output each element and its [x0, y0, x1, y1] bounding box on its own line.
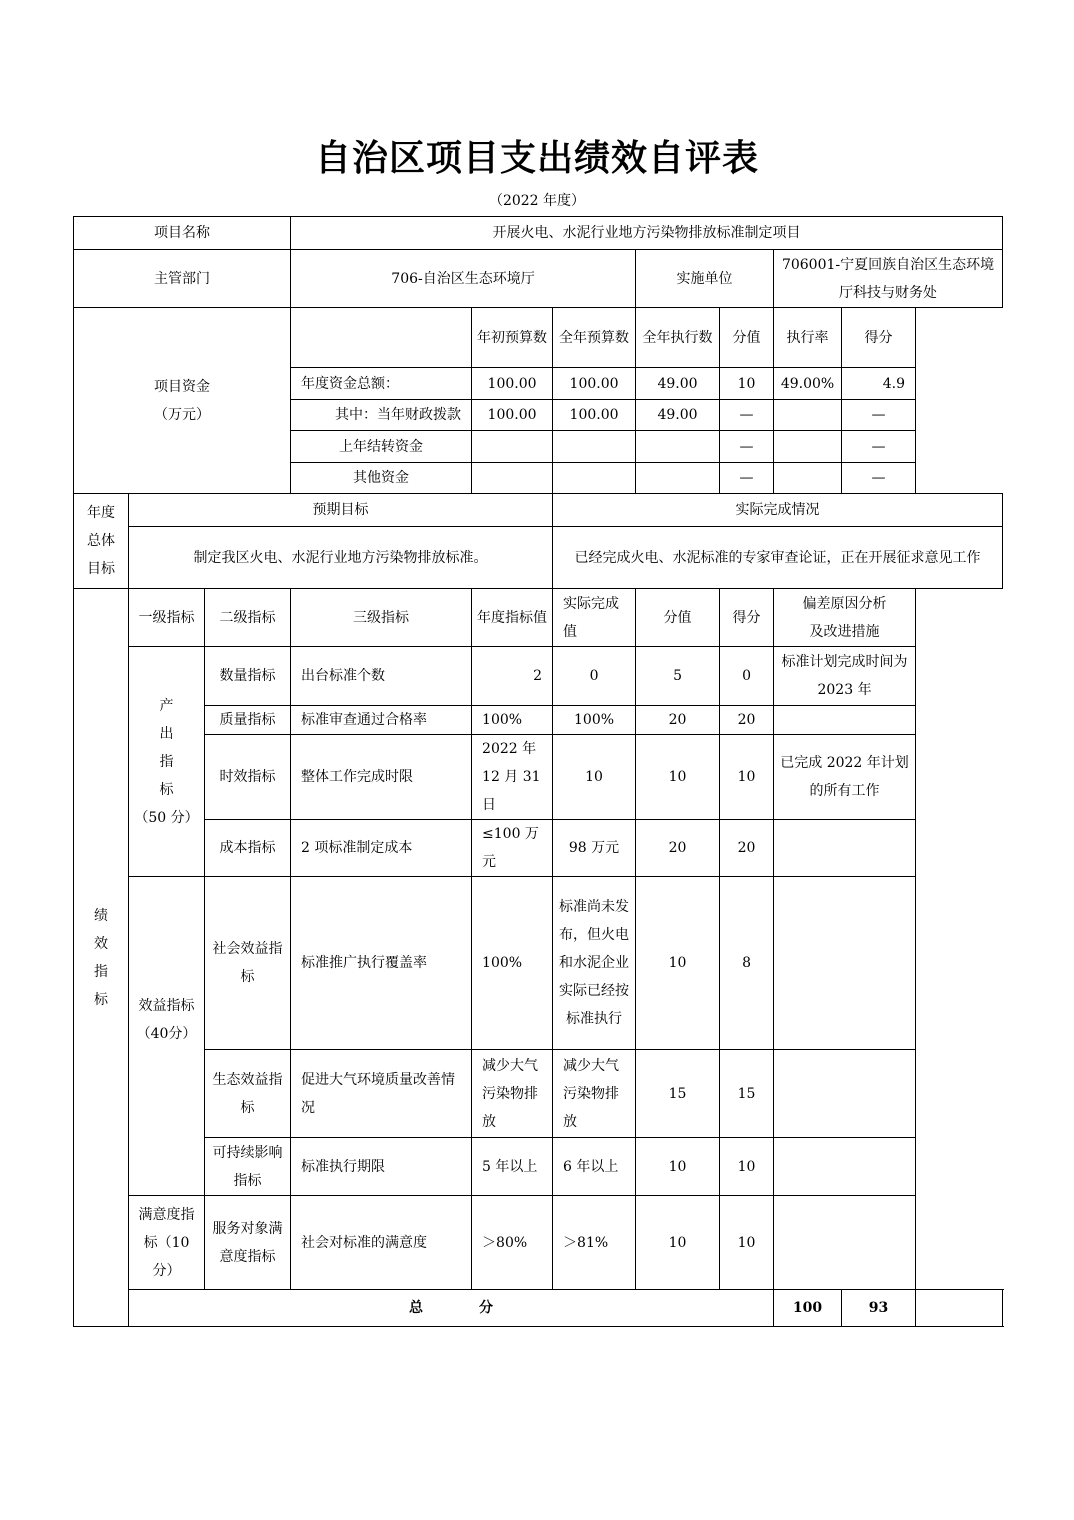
table-row: [74, 1138, 1003, 1196]
dept-value: 706-自治区生态环境厅: [291, 250, 636, 308]
row-actual: 减少大气污染物排放: [553, 1050, 636, 1138]
funds-label: 项目资金 （万元）: [74, 308, 291, 494]
row-level3: 2 项标准制定成本: [291, 820, 472, 877]
row-level2: 社会效益指标: [205, 877, 291, 1050]
page-title: 自治区项目支出绩效自评表: [314, 137, 759, 179]
funds-row-executed: [636, 463, 720, 494]
row-remark: [774, 706, 916, 735]
funds-header-score: 得分: [842, 308, 916, 368]
funds-row-executed: [636, 431, 720, 463]
output-label: 产 出 指 标 （50 分）: [129, 647, 205, 877]
perf-label: 绩 效 指 标: [74, 589, 129, 1327]
funds-header-blank: [291, 308, 472, 368]
row-actual: 0: [553, 647, 636, 706]
performance-table: [73, 216, 1003, 1327]
row-target: 100%: [472, 877, 553, 1050]
row-level2: 成本指标: [205, 820, 291, 877]
row-level2: 时效指标: [205, 735, 291, 820]
row-target: 100%: [472, 706, 553, 735]
funds-row-initial: 100.00: [472, 368, 553, 400]
row-actual: 标准尚未发布，但火电和水泥企业实际已经按标准执行: [553, 877, 636, 1050]
funds-header-annual: 全年预算数: [553, 308, 636, 368]
funds-row-value: 10: [720, 368, 774, 400]
project-name-label: 项目名称: [74, 217, 291, 250]
row-level3: 促进大气环境质量改善情况: [291, 1050, 472, 1138]
table-row: [74, 1196, 1003, 1290]
row-level2: 数量指标: [205, 647, 291, 706]
row-remark: 已完成 2022 年计划的所有工作: [774, 735, 916, 820]
row-level3: 出台标准个数: [291, 647, 472, 706]
total-value: 100: [774, 1290, 842, 1327]
funds-header-executed: 全年执行数: [636, 308, 720, 368]
goals-actual-label: 实际完成情况: [553, 494, 1003, 527]
row-level3: 社会对标准的满意度: [291, 1196, 472, 1290]
row-target: 2022 年 12 月 31 日: [472, 735, 553, 820]
row-actual: 98 万元: [553, 820, 636, 877]
funds-row-name: 其他资金: [291, 463, 472, 494]
funds-row-name: 上年结转资金: [291, 431, 472, 463]
row-value: 5: [636, 647, 720, 706]
goals-label: 年度 总体 目标: [74, 494, 129, 589]
total-score: 93: [842, 1290, 916, 1327]
perf-header-target: 年度指标值: [472, 589, 553, 647]
row-actual: ＞81%: [553, 1196, 636, 1290]
row-remark: [774, 1050, 916, 1138]
total-row: [74, 1290, 1003, 1327]
row-remark: 标准计划完成时间为 2023 年: [774, 647, 916, 706]
row-target: ≤100 万元: [472, 820, 553, 877]
row-actual: 10: [553, 735, 636, 820]
perf-header-actual: 实际完成值: [553, 589, 636, 647]
goals-expected: 制定我区火电、水泥行业地方污染物排放标准。: [129, 527, 553, 589]
perf-header-value: 分值: [636, 589, 720, 647]
row-value: 10: [636, 1196, 720, 1290]
row-level2: 质量指标: [205, 706, 291, 735]
perf-header-remark: 偏差原因分析 及改进措施: [774, 589, 916, 647]
row-target: 5 年以上: [472, 1138, 553, 1196]
row-value: 20: [636, 706, 720, 735]
row-remark: [774, 877, 916, 1050]
table-row: [74, 735, 1003, 820]
total-remark: [916, 1290, 1003, 1327]
funds-row-initial: [472, 463, 553, 494]
table-row: [74, 647, 1003, 706]
funds-row-score: —: [842, 463, 916, 494]
funds-row-rate: [774, 431, 842, 463]
row-score: 10: [720, 735, 774, 820]
funds-row-rate: [774, 400, 842, 431]
goals-actual: 已经完成火电、水泥标准的专家审查论证，正在开展征求意见工作: [553, 527, 1003, 589]
funds-row-rate: [774, 463, 842, 494]
funds-row-initial: 100.00: [472, 400, 553, 431]
row-target: 减少大气污染物排放: [472, 1050, 553, 1138]
row-level3: 标准审查通过合格率: [291, 706, 472, 735]
row-score: 0: [720, 647, 774, 706]
row-level3: 标准推广执行覆盖率: [291, 877, 472, 1050]
row-remark: [774, 820, 916, 877]
funds-row-value: —: [720, 431, 774, 463]
funds-row-initial: [472, 431, 553, 463]
funds-row-value: —: [720, 463, 774, 494]
row-actual: 6 年以上: [553, 1138, 636, 1196]
funds-row-score: —: [842, 400, 916, 431]
funds-header-value: 分值: [720, 308, 774, 368]
row-remark: [774, 1138, 916, 1196]
impl-value: 706001-宁夏回族自治区生态环境厅科技与财务处: [774, 250, 1003, 308]
benefit-label: 效益指标（40分）: [129, 877, 205, 1196]
table-row: [74, 706, 1003, 735]
funds-row-annual: [553, 431, 636, 463]
row-value: 10: [636, 1138, 720, 1196]
perf-header-level3: 三级指标: [291, 589, 472, 647]
funds-header-initial: 年初预算数: [472, 308, 553, 368]
row-score: 8: [720, 877, 774, 1050]
funds-header-rate: 执行率: [774, 308, 842, 368]
report-year: （2022 年度）: [488, 193, 586, 209]
dept-label: 主管部门: [74, 250, 291, 308]
funds-row-annual: 100.00: [553, 368, 636, 400]
impl-label: 实施单位: [636, 250, 774, 308]
funds-row-rate: 49.00%: [774, 368, 842, 400]
row-score: 20: [720, 706, 774, 735]
row-level2: 服务对象满意度指标: [205, 1196, 291, 1290]
row-value: 10: [636, 877, 720, 1050]
row-value: 20: [636, 820, 720, 877]
satisfaction-label: 满意度指标（10 分）: [129, 1196, 205, 1290]
funds-row-annual: 100.00: [553, 400, 636, 431]
funds-row-executed: 49.00: [636, 400, 720, 431]
perf-header-level1: 一级指标: [129, 589, 205, 647]
row-level2: 生态效益指标: [205, 1050, 291, 1138]
perf-header-level2: 二级指标: [205, 589, 291, 647]
row-score: 20: [720, 820, 774, 877]
table-row: [74, 877, 1003, 1050]
funds-row-name: 年度资金总额：: [291, 368, 472, 400]
table-row: [74, 820, 1003, 877]
row-target: ＞80%: [472, 1196, 553, 1290]
table-row: [74, 1050, 1003, 1138]
project-name: 开展火电、水泥行业地方污染物排放标准制定项目: [291, 217, 1003, 250]
row-score: 10: [720, 1196, 774, 1290]
funds-row-value: —: [720, 400, 774, 431]
goals-expected-label: 预期目标: [129, 494, 553, 527]
row-value: 10: [636, 735, 720, 820]
funds-row-executed: 49.00: [636, 368, 720, 400]
row-level2: 可持续影响指标: [205, 1138, 291, 1196]
funds-row-name: 其中：当年财政拨款: [291, 400, 472, 431]
row-score: 10: [720, 1138, 774, 1196]
funds-row-score: —: [842, 431, 916, 463]
funds-row-score: 4.9: [842, 368, 916, 400]
row-score: 15: [720, 1050, 774, 1138]
total-label: 总 分: [129, 1290, 774, 1327]
row-target: 2: [472, 647, 553, 706]
funds-row-annual: [553, 463, 636, 494]
row-value: 15: [636, 1050, 720, 1138]
row-remark: [774, 1196, 916, 1290]
row-level3: 标准执行期限: [291, 1138, 472, 1196]
row-actual: 100%: [553, 706, 636, 735]
perf-header-score: 得分: [720, 589, 774, 647]
row-level3: 整体工作完成时限: [291, 735, 472, 820]
